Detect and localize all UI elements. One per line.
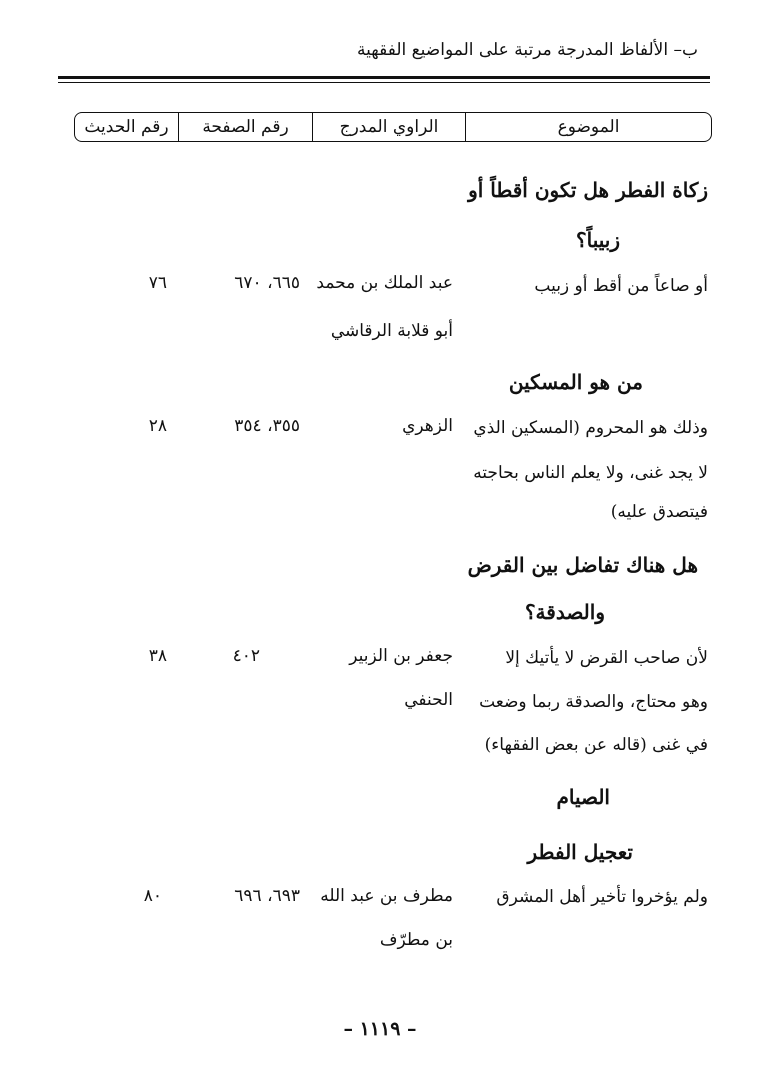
topic-text: أو صاعاً من أقط أو زبيب	[534, 276, 708, 296]
section-heading: والصدقة؟	[524, 600, 605, 624]
topic-text: لا يجد غنى، ولا يعلم الناس بحاجته	[473, 463, 708, 483]
column-header-topic: الموضوع	[465, 113, 711, 141]
topic-text: في غنى (قاله عن بعض الفقهاء)	[484, 735, 708, 755]
section-heading: تعجيل الفطر	[527, 840, 633, 864]
section-heading: من هو المسكين	[508, 370, 643, 394]
topic-text: لأن صاحب القرض لا يأتيك إلا	[505, 648, 708, 668]
topic-text: وذلك هو المحروم (المسكين الذي	[473, 418, 708, 438]
table-header	[74, 112, 712, 142]
column-header-page-number: رقم الصفحة	[178, 113, 312, 141]
hadith-number: ٨٠	[143, 886, 162, 906]
running-head: ب– الألفاظ المدرجة مرتبة على المواضيع الفقهية	[357, 40, 698, 60]
chapter-heading: الصيام	[556, 785, 610, 809]
page-numbers: ٣٥٥، ٣٥٤	[234, 416, 300, 436]
hadith-number: ٢٨	[148, 416, 167, 436]
topic-text: وهو محتاج، والصدقة ربما وضعت	[479, 692, 708, 712]
header-rule-thick	[58, 76, 710, 79]
header-rule-thin	[58, 82, 710, 83]
narrator-text: مطرف بن عبد الله	[320, 886, 453, 906]
hadith-number: ٣٨	[148, 646, 167, 666]
topic-text: فيتصدق عليه)	[610, 502, 708, 522]
column-header-narrator: الراوي المدرج	[312, 113, 465, 141]
page-numbers: ٤٠٢	[232, 646, 260, 666]
narrator-text: عبد الملك بن محمد	[316, 273, 453, 293]
narrator-text: الزهري	[402, 416, 453, 436]
section-heading: هل هناك تفاضل بين القرض	[467, 553, 698, 577]
topic-text: ولم يؤخروا تأخير أهل المشرق	[496, 887, 708, 907]
page-numbers: ٦٩٣، ٦٩٦	[234, 886, 300, 906]
section-heading: زبيباً؟	[575, 228, 620, 252]
narrator-text: بن مطرّف	[379, 930, 453, 950]
page-number: – ١١١٩ –	[343, 1018, 417, 1040]
narrator-text: جعفر بن الزبير	[349, 646, 453, 666]
narrator-text: أبو قلابة الرقاشي	[330, 321, 453, 341]
page-numbers: ٦٦٥، ٦٧٠	[234, 273, 300, 293]
section-heading: زكاة الفطر هل تكون أقطاً أو	[468, 178, 708, 202]
column-header-hadith-number: رقم الحديث	[84, 117, 169, 137]
narrator-text: الحنفي	[404, 690, 453, 710]
hadith-number: ٧٦	[148, 273, 167, 293]
